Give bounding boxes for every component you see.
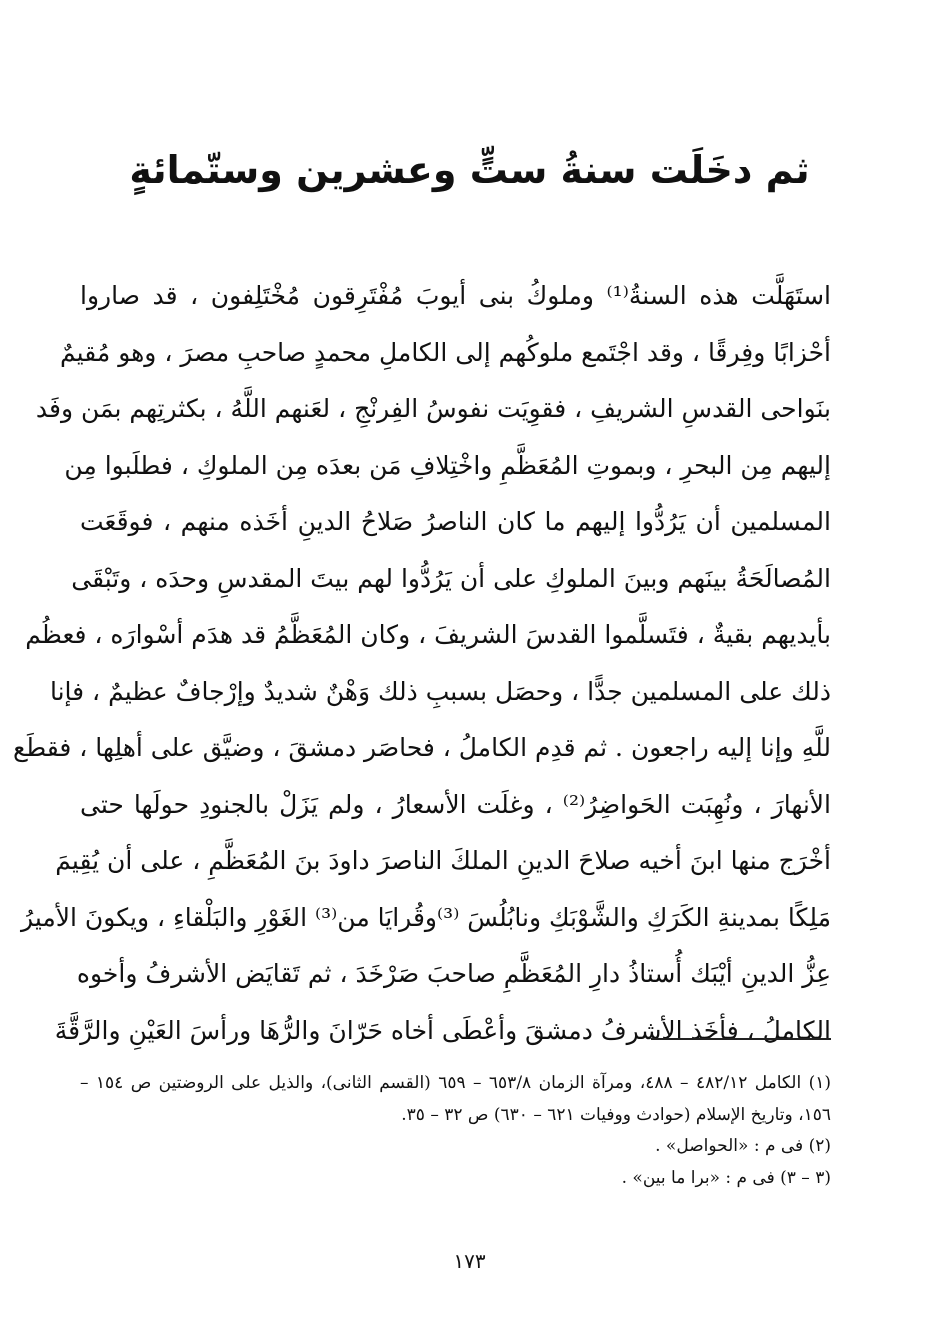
paragraph-line: مَلِكًا بمدينةِ الكَرَكِ والشَّوْبَكِ ونابُلُسَ ⁽³⁾وقُرايَا من⁽³⁾ الغَوْرِ والبَلْقاءِ ، ويكونَ الأميرُ bbox=[21, 902, 831, 932]
footnotes bbox=[80, 1068, 831, 1194]
footnote-separator bbox=[651, 1038, 831, 1040]
paragraph-line: إليهم مِن البحرِ ، وبموتِ المُعَظَّمِ واخْتِلافِ مَن بعدَه مِن الملوكِ ، فطلَبوا مِن bbox=[64, 450, 831, 480]
paragraph-line: ذلك على المسلمين جدًّا ، وحصَل بسببِ ذلك وَهْنٌ شديدٌ وإرْجافٌ عظيمٌ ، فإنا bbox=[49, 676, 831, 706]
paragraph-line: المسلمين أن يَرُدُّوا إليهم ما كان الناصرُ صَلاحُ الدينِ أخَذه منهم ، فوقَعَت bbox=[80, 507, 831, 536]
footnote-1: (١) الكامل ٤٨٢/١٢ – ٤٨٨، ومرآة الزمان ٦٥٣/٨ – ٦٥٩ (القسم الثانى)، والذيل على الروضتين ص ١٥٤ – ١٥٦، وتاريخ الإسلام (حوادث ووفيات ٦٢١ – ٦٣٠) ص ٣٢ – ٣٥. bbox=[80, 1073, 832, 1125]
paragraph-line: أخْرَج منها ابنَ أخيه صلاحَ الدينِ الملكَ الناصرَ داودَ بنَ المُعَظَّمِ ، على أن يُقِيمَ bbox=[55, 846, 831, 875]
paragraph-line: الأنهارَ ، ونُهِبَت الحَواضِرُ⁽²⁾ ، وغلَت الأسعارُ ، ولم يَزَلْ بالجنودِ حولَها حتى bbox=[80, 789, 831, 819]
paragraph-line: الكاملُ ، فأخَذ الأشرفُ دمشقَ وأعْطَى أخاه حَرّانَ والرُّهَا ورأسَ العَيْنِ والرَّقَّةَ bbox=[54, 1015, 831, 1045]
paragraph-line: عِزُّ الدينِ أيْبَك أُستاذُ دارِ المُعَظَّمِ صاحبَ صَرْخَدَ ، ثم تَقايَض الأشرفُ وأخوه bbox=[76, 959, 831, 988]
paragraph-line: استَهَلَّت هذه السنةُ⁽¹⁾ وملوكُ بنى أيوبَ مُفْتَرِقون مُخْتَلِفون ، قد صاروا bbox=[80, 281, 831, 310]
chapter-title: ثم دخَلَت سنةُ ستٍّ وعشرين وستّمائةٍ bbox=[129, 148, 810, 192]
main-paragraph bbox=[12, 268, 831, 1059]
paragraph-line: أحْزابًا وفِرقًا ، وقد اجْتَمع ملوكُهم إلى الكاملِ محمدٍ صاحبِ مصرَ ، وهو مُقيمٌ bbox=[60, 337, 831, 367]
footnote-2: (٢) فى م : «الحواصل» . bbox=[655, 1136, 831, 1156]
paragraph-line: بنَواحى القدسِ الشريفِ ، فقوِيَت نفوسُ الفِرنْجِ ، لعَنهم اللَّهُ ، بكثرتِهم بمَن وفَد bbox=[35, 394, 831, 423]
paragraph-line: للَّهِ وإنا إليه راجعون . ثم قدِم الكاملُ ، فحاصَر دمشقَ ، وضيَّق على أهلِها ، فقطَع bbox=[12, 733, 831, 762]
page-number: ١٧٣ bbox=[453, 1249, 486, 1273]
paragraph-line: المُصالَحَةُ بينَهم وبينَ الملوكِ على أن يَرُدُّوا لهم بيتَ المقدسِ وحدَه ، وتَبْقَى bbox=[71, 563, 831, 593]
footnote-3: (٣ – ٣) فى م : «برا ما بين» . bbox=[621, 1167, 831, 1188]
paragraph-line: بأيديهم بقيةٌ ، فتَسلَّموا القدسَ الشريفَ ، وكان المُعَظَّمُ قد هدَم أسْوارَه ، فعظُم bbox=[25, 620, 831, 649]
